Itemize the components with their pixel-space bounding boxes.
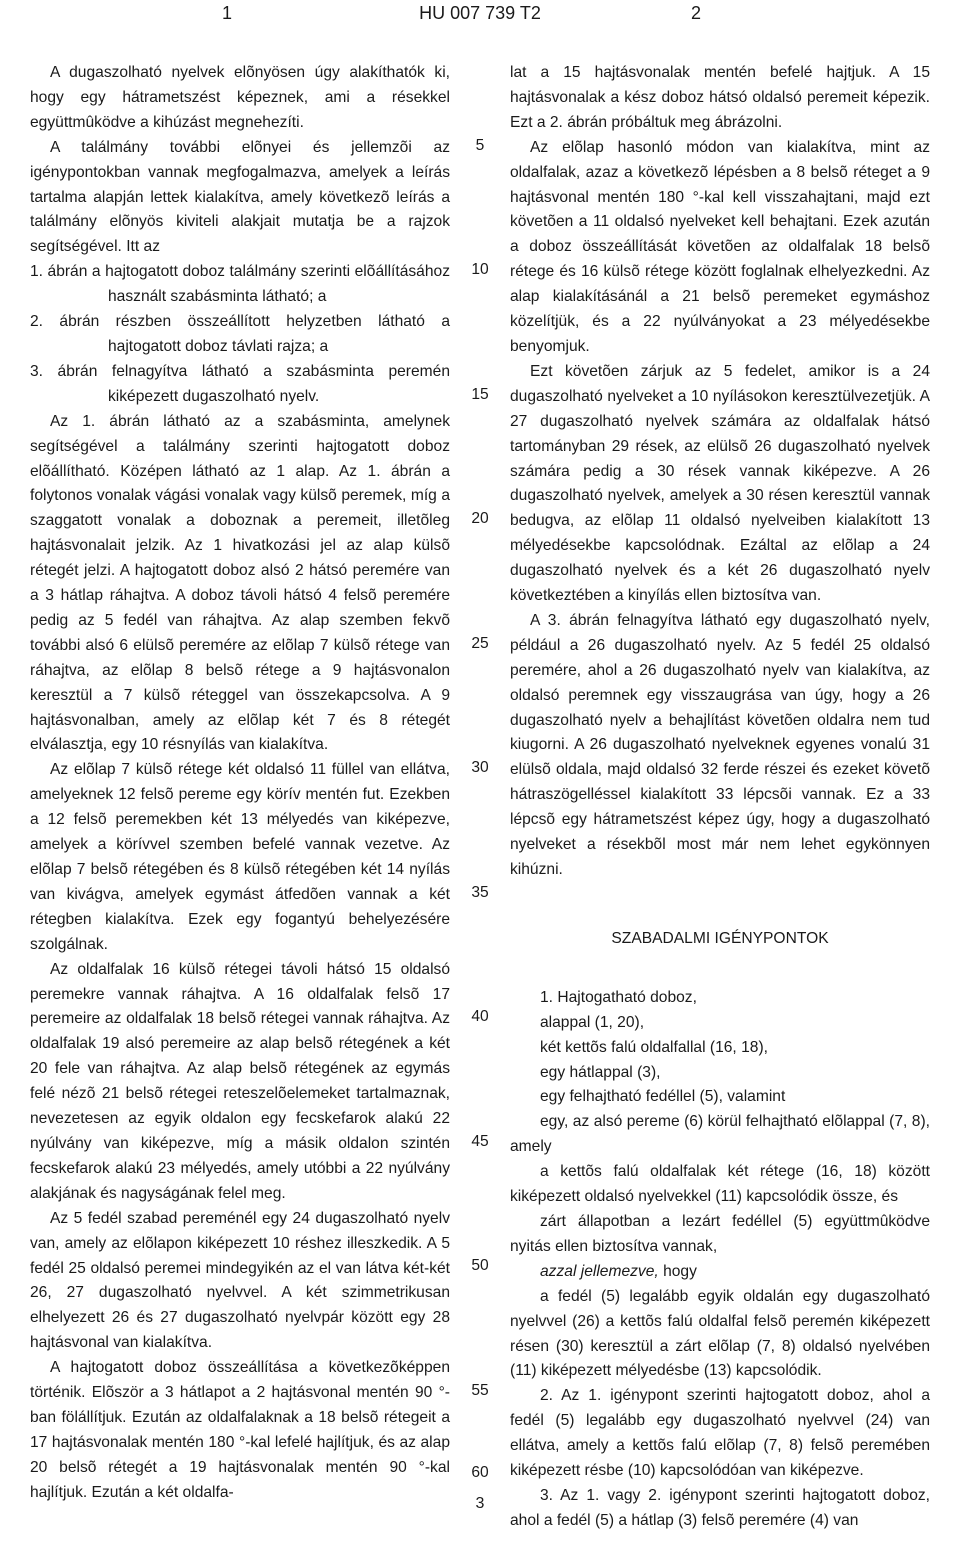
claim-1-item: egy hátlappal (3), bbox=[540, 1063, 661, 1081]
line-number: 10 bbox=[471, 261, 489, 278]
line-number: 30 bbox=[471, 759, 489, 776]
paragraph: Az 1. ábrán látható az a szabásminta, amelynek segítségével a találmány szerinti hajtogatott doboz elõállítható. Középen látható az 1 alap. Az 1. ábrán a folytonos vonalak vágási vonalak vagy külsõ peremek, míg a szaggatott vonalak a doboznak a peremeit, illetõleg hajtásvonalait jelzik. Az 1 hivatkozási jel az alap külsõ rétegét jelzi. A hajtogatott doboz alsó 2 hátsó peremére van a 3 hátlap ráhajtva. A doboz távoli hátsó 4 felsõ peremére pedig az 5 fedél van ráhajtva. Az alap szemben fekvõ további alsó 6 elülsõ peremére az elõlap 7 külsõ rétege van ráhajtva, az elõlap 8 belsõ rétege a 9 hajtásvonalon keresztül a 7 külsõ réteggel van összekapcsolva. A 9 hajtásvonalban, amely az elõlap két 7 és 8 rétegét elválasztja, egy 10 résnyílás van kialakítva. bbox=[30, 412, 450, 754]
line-number: 45 bbox=[471, 1133, 489, 1150]
characterised-phrase: azzal jellemezve, bbox=[540, 1262, 659, 1280]
footer-page-number: 3 bbox=[475, 1495, 485, 1512]
claim-1-item: egy felhajtható fedéllel (5), valamint bbox=[540, 1088, 786, 1106]
line-number: 60 bbox=[471, 1464, 489, 1481]
claim-1-title: 1. Hajtogatható doboz, bbox=[540, 988, 697, 1006]
paragraph: lat a 15 hajtásvonalak mentén befelé hajtjuk. A 15 hajtásvonalak a kész doboz hátsó oldalsó peremeit képezik. Ezt a 2. ábrán próbáltuk meg ábrázolni. bbox=[510, 64, 930, 131]
claim-1-characterised bbox=[510, 1260, 930, 1285]
line-number: 40 bbox=[471, 1008, 489, 1025]
claim-3: 3. Az 1. vagy 2. igénypont szerinti hajtogatott doboz, ahol a fedél (5) a hátlap (3) felsõ peremére (4) van bbox=[510, 1486, 930, 1529]
left-page-number: 1 bbox=[222, 3, 233, 23]
claims-heading: SZABADALMI IGÉNYPONTOK bbox=[611, 929, 829, 947]
paragraph: A 3. ábrán felnagyítva látható egy dugaszolható nyelv, például a 26 dugaszolható nyelv. Az 5 fedél 25 oldalsó peremére, ahol a 26 dugaszolható nyelv van kialakítva, az oldalsó peremnek egy visszaugrása van úgy, hogy a 26 dugaszolható nyelv a behajlítást követõen oldalra nem tud kiugorni. A 26 dugaszolható nyelveknek egyenes vonalú 31 elülsõ oldala, majd oldalsó 32 ferde részei és ezeket követõ hátraszögelléssel kialakított 33 lépcsõi vannak. Ez a 33 lépcsõ egy hátrametszést képez úgy, hogy a dugaszolható nyelveket a résekbõl most már nem lehet egykönnyen kihúzni. bbox=[510, 611, 930, 878]
document-id: HU 007 739 T2 bbox=[419, 3, 541, 23]
line-number: 50 bbox=[471, 1257, 489, 1274]
paragraph: Az elõlap 7 külsõ rétege két oldalsó 11 füllel van ellátva, amelyeknek 12 felsõ pereme egy körív mentén fut. Ezekben a 12 felsõ peremekben két 13 mélyedés van kiképezve, amelyek a körívvel szemben befelé vannak vezetve. Az elõlap 7 belsõ rétegében és 8 külsõ rétegében két 14 nyílás van kivágva, amelyek egymást átfedõen vannak a két rétegben kialakítva. Ezek egy fogantyú behelyezésére szolgálnak. bbox=[30, 761, 450, 953]
line-number: 25 bbox=[471, 635, 489, 652]
paragraph: Ezt követõen zárjuk az 5 fedelet, amikor is a 24 dugaszolható nyelveket a 10 nyílásokon keresztülvezetjük. A 27 dugaszolható nyelvek számára az oldalfalak hátsó tartományban 29 rések, az elülsõ 26 dugaszolható nyelvek számára pedig a 30 rések vannak kiképezve. A 26 dugaszolható nyelvek, amelyek a 30 résen keresztül vannak bedugva, az elõlap 11 oldalsó nyelveiben kialakított 13 mélyedésekbe kapcsolódnak. Ezáltal az elõlap a 24 dugaszolható nyelvek és a két 26 dugaszolható nyelv következtében a kinyílás ellen biztosítva van. bbox=[510, 362, 930, 605]
claim-1-item: alappal (1, 20), bbox=[540, 1013, 645, 1031]
paragraph: Az elõlap hasonló módon van kialakítva, mint az oldalfalak, azaz a következõ lépésben a 8 belsõ réteget a 9 hajtásvonal mentén 180 °-kal kell visszahajtani, majd ezt követõen a 11 oldalsó nyelveket kell behajtani. Ezek azután a doboz összeállítását követõen az oldalfalak 18 belsõ rétege és 16 külsõ rétege között foglalnak elhelyezkedni. Az alap kialakításánál a 21 belsõ peremeket egymáshoz közelítjük, és a 22 nyúlványokat a 23 mélyedésekbe benyomjuk. bbox=[510, 138, 930, 355]
characterised-tail: hogy bbox=[658, 1262, 697, 1280]
paragraph: Az 5 fedél szabad pereménél egy 24 dugaszolható nyelv van, amely az elõlapon kiképezett 10 réshez illeszkedik. A 5 fedél 25 oldalsó peremei mindegyikén az el van látva két-két 26, 27 dugaszolható nyelvvel. A két szimmetrikusan elhelyezett 26 és 27 dugaszolható nyelvpár között egy 28 hajtásvonal van kialakítva. bbox=[30, 1209, 450, 1352]
claim-1-closed-state: zárt állapotban a lezárt fedéllel (5) együttmûködve nyitás ellen biztosítva vannak, bbox=[510, 1212, 930, 1255]
figure-description: 3. ábrán felnagyítva látható a szabásminta peremén kiképezett dugaszolható nyelv. bbox=[30, 362, 450, 405]
claim-1-side-walls: a kettõs falú oldalfalak két rétege (16, 18) között kiképezett oldalsó nyelvekkel (11) kapcsolódik össze, és bbox=[510, 1163, 930, 1206]
paragraph: A találmány további elõnyei és jellemzõi az igénypontokban vannak megfogalmazva, amelyek a leírás tartalma alapján lettek kialakítva, amely következõ leírás a találmány elõnyös kiviteli alakjait mutatja be a rajzok segítségével. Itt az bbox=[30, 138, 450, 256]
paragraph: A dugaszolható nyelvek elõnyösen úgy alakíthatók ki, hogy egy hátrametszést képeznek, ami a résekkel együttmûködve a kihúzást megnehezíti. bbox=[30, 64, 450, 131]
right-column bbox=[510, 61, 930, 1534]
claim-1-lid: a fedél (5) legalább egyik oldalán egy dugaszolható nyelvvel (26) a kettõs falú oldalfal felsõ peremén kiképezett résen (30) keresztül a zárt elõlap (7, 8) oldalsó nyelvében (11) kiképezett mélyedésbe (13) kapcsolódik. bbox=[510, 1287, 930, 1380]
right-page-number: 2 bbox=[691, 3, 702, 23]
line-number: 20 bbox=[471, 510, 489, 527]
line-number: 15 bbox=[471, 386, 489, 403]
claim-1-item: két kettõs falú oldalfallal (16, 18), bbox=[540, 1038, 768, 1056]
figure-description: 1. ábrán a hajtogatott doboz találmány szerinti elõállításához használt szabásminta látható; a bbox=[30, 263, 450, 306]
figure-description: 2. ábrán részben összeállított helyzetben látható a hajtogatott doboz távlati rajza; a bbox=[30, 313, 450, 355]
left-column bbox=[30, 61, 450, 1506]
claim-2: 2. Az 1. igénypont szerinti hajtogatott doboz, ahol a fedél (5) legalább egy dugaszolható nyelvvel (24) van ellátva, amely a kettõs falú elõlap (7, 8) felsõ peremében kiképezett résbe (10) kapcsolódóan van kiképezve. bbox=[510, 1387, 930, 1480]
line-number: 35 bbox=[471, 884, 489, 901]
claim-1-front-panel: egy, az alsó pereme (6) körül felhajtható elõlappal (7, 8), amely bbox=[510, 1113, 930, 1156]
paragraph: A hajtogatott doboz összeállítása a következõképpen történik. Elõször a 3 hátlapot a 2 hajtásvonal mentén 90 °-ban fölállítjuk. Ezután az oldalfalaknak a 18 belsõ rétegeit a 17 hajtásvonalak mentén 180 °-kal lefelé hajlítjuk, és az alap 20 belsõ rétegét a 19 hajtásvonalak mentén 90 °-kal hajlítjuk. Ezután a két oldalfa- bbox=[30, 1359, 450, 1501]
page-header bbox=[0, 0, 960, 30]
line-number: 55 bbox=[471, 1382, 489, 1399]
paragraph: Az oldalfalak 16 külsõ rétegei távoli hátsó 15 oldalsó peremekre vannak ráhajtva. A 16 oldalfalak felsõ 17 peremeire az oldalfalak 18 belsõ rétegei vannak ráhajtva. Az oldalfalak 19 alsó peremeire az alap belsõ rétegének a két 20 fele van ráhajtva. Az alap belsõ rétegének az egymás felé nézõ 21 belsõ rétegei reteszelõelemeket tartalmaznak, nevezetesen az egyik oldalon egy fecskefarok alakú 22 nyúlvány van kiképezve, míg a másik oldalon szintén fecskefarok alakú 23 mélyedés, amely utóbbi a 22 nyúlvány alakjának és nagyságának felel meg. bbox=[30, 960, 450, 1202]
line-number: 5 bbox=[475, 137, 485, 154]
